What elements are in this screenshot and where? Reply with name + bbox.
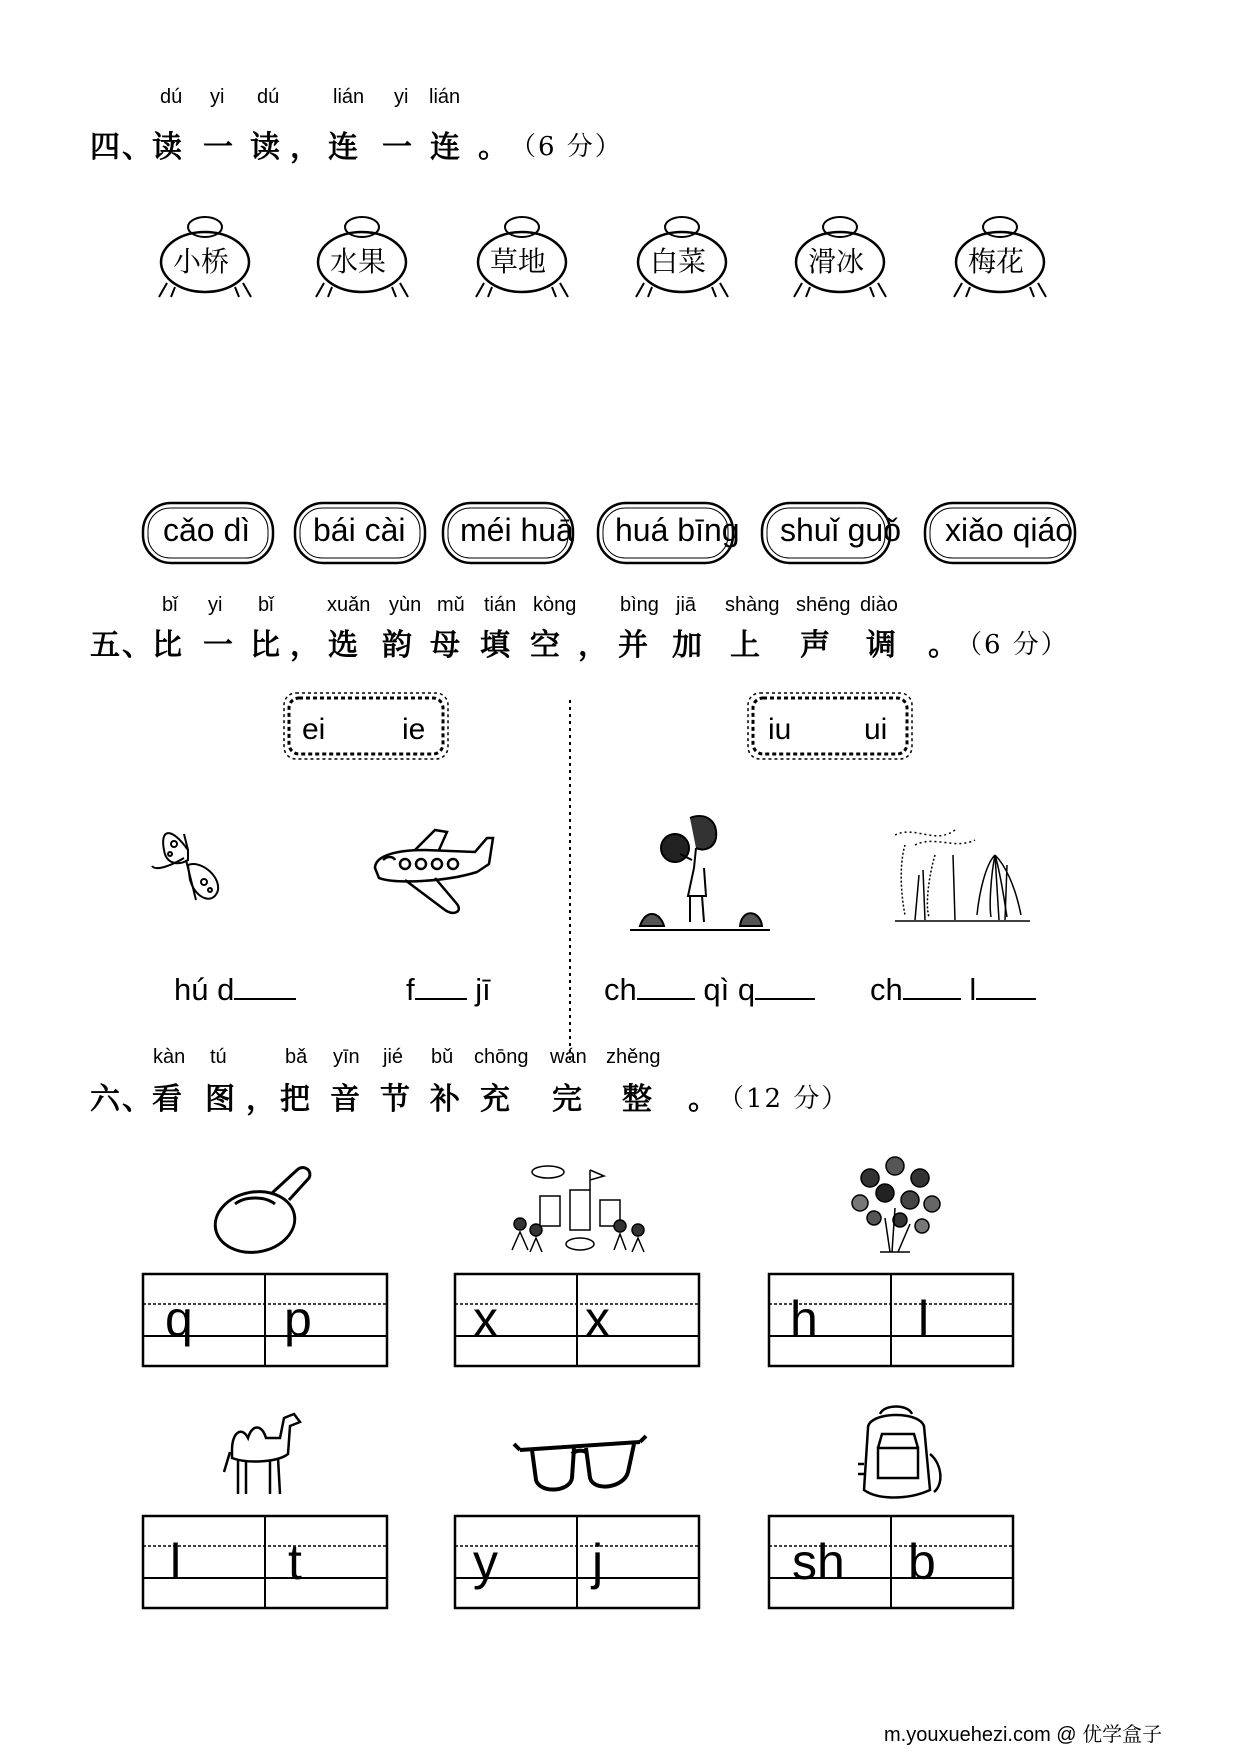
grid-letter: sh bbox=[792, 1534, 845, 1590]
pinyin-grid[interactable] bbox=[455, 1274, 699, 1366]
answer-blank[interactable] bbox=[755, 970, 815, 1000]
footer-watermark: m.youxuehezi.com @ 优学盒子 bbox=[884, 1724, 1163, 1746]
grid-letter: x bbox=[473, 1291, 498, 1347]
grid-letter: p bbox=[284, 1291, 312, 1347]
score: （6 分） bbox=[510, 132, 623, 162]
grid-letter: q bbox=[165, 1291, 193, 1347]
grid-area bbox=[0, 1270, 1239, 1620]
flowers-illustration bbox=[840, 1148, 950, 1258]
answer-blank[interactable] bbox=[234, 970, 296, 1000]
vowel-box-right: iu ui bbox=[768, 713, 888, 746]
section-number: 四、 bbox=[90, 130, 154, 165]
grid-letter: h bbox=[790, 1291, 818, 1347]
section4-heading: 四、 读 一 读 ， 连 一 连 。 （6 分） bbox=[90, 122, 790, 162]
cloud-pinyin: méi huā bbox=[460, 512, 574, 548]
section-number: 六、 bbox=[90, 1082, 154, 1117]
cloud-labels bbox=[0, 512, 1239, 552]
word-card: 草地 bbox=[490, 245, 547, 278]
word-card: 滑冰 bbox=[808, 245, 865, 278]
grid-letter: t bbox=[288, 1534, 302, 1590]
lantern-words bbox=[0, 240, 1239, 280]
pinyin-grid[interactable] bbox=[455, 1516, 699, 1608]
score: （6 分） bbox=[956, 630, 1069, 660]
answer-blank[interactable] bbox=[903, 970, 961, 1000]
section6-heading: 六、 看 图 ， 把 音 节 补 充 完 整 。 （12 分） bbox=[90, 1074, 890, 1114]
pinyin-grid[interactable] bbox=[769, 1274, 1013, 1366]
pinyin: yi bbox=[210, 86, 225, 108]
grid-letter: l bbox=[918, 1291, 930, 1347]
vowel-box-left: ei ie bbox=[302, 713, 426, 746]
grid-letter: x bbox=[585, 1291, 610, 1347]
cloud-pinyin: huá bīng bbox=[615, 512, 740, 548]
grid-letter: b bbox=[908, 1534, 936, 1590]
word-card: 小桥 bbox=[173, 245, 230, 278]
pinyin-grid[interactable] bbox=[143, 1516, 387, 1608]
grid-letter: y bbox=[473, 1534, 498, 1590]
willow-trees-illustration bbox=[895, 825, 1030, 925]
blank-item: ch l bbox=[870, 970, 1036, 1008]
cloud-pinyin: xiǎo qiáo bbox=[945, 512, 1074, 548]
grid-letter: j bbox=[592, 1534, 604, 1590]
cloud-pinyin: bái cài bbox=[313, 512, 406, 548]
ping-pong-paddle-illustration bbox=[205, 1160, 325, 1260]
cloud-pinyin: shuǐ guǒ bbox=[780, 512, 901, 548]
school-illustration bbox=[500, 1160, 660, 1260]
pinyin-grid[interactable] bbox=[143, 1274, 387, 1366]
cloud-pinyin: cǎo dì bbox=[163, 512, 251, 548]
section4-pinyin bbox=[0, 86, 1239, 112]
grid-letter: l bbox=[170, 1534, 182, 1590]
blank-item: ch qì q bbox=[604, 970, 815, 1008]
answer-blank[interactable] bbox=[637, 970, 695, 1000]
word-card: 梅花 bbox=[968, 245, 1025, 278]
pinyin: lián bbox=[429, 86, 461, 108]
answer-blank[interactable] bbox=[976, 970, 1036, 1000]
pinyin: yi bbox=[394, 86, 409, 108]
section5-pinyin: bǐ yi bǐ xuǎn yùn mǔ tián kòng bìng jiā shàng shēng diào bbox=[162, 594, 898, 616]
blank-item: f jī bbox=[406, 972, 491, 1007]
section6-pinyin: kàn tú bǎ yīn jié bǔ chōng wán zhěng bbox=[153, 1046, 661, 1068]
pinyin: dú bbox=[257, 86, 280, 108]
girl-balloon-illustration bbox=[630, 808, 770, 938]
blank-item: hú d bbox=[174, 970, 296, 1008]
answer-blank[interactable] bbox=[415, 970, 467, 1000]
pinyin: lián bbox=[333, 86, 365, 108]
butterfly-illustration bbox=[140, 820, 240, 920]
section5-heading: 五、 比 一 比 ， 选 韵 母 填 空 ， 并 加 上 声 调 。 （6 分） bbox=[90, 620, 1090, 660]
word-card: 白菜 bbox=[650, 245, 707, 278]
section-number: 五、 bbox=[90, 628, 154, 663]
vowel-boxes bbox=[0, 690, 1239, 780]
word-card: 水果 bbox=[330, 245, 387, 278]
blanks-row bbox=[0, 970, 1239, 1010]
pinyin-grid[interactable] bbox=[769, 1516, 1013, 1608]
pinyin: dú bbox=[160, 86, 183, 108]
score: （12 分） bbox=[718, 1084, 850, 1114]
airplane-illustration bbox=[365, 820, 495, 920]
